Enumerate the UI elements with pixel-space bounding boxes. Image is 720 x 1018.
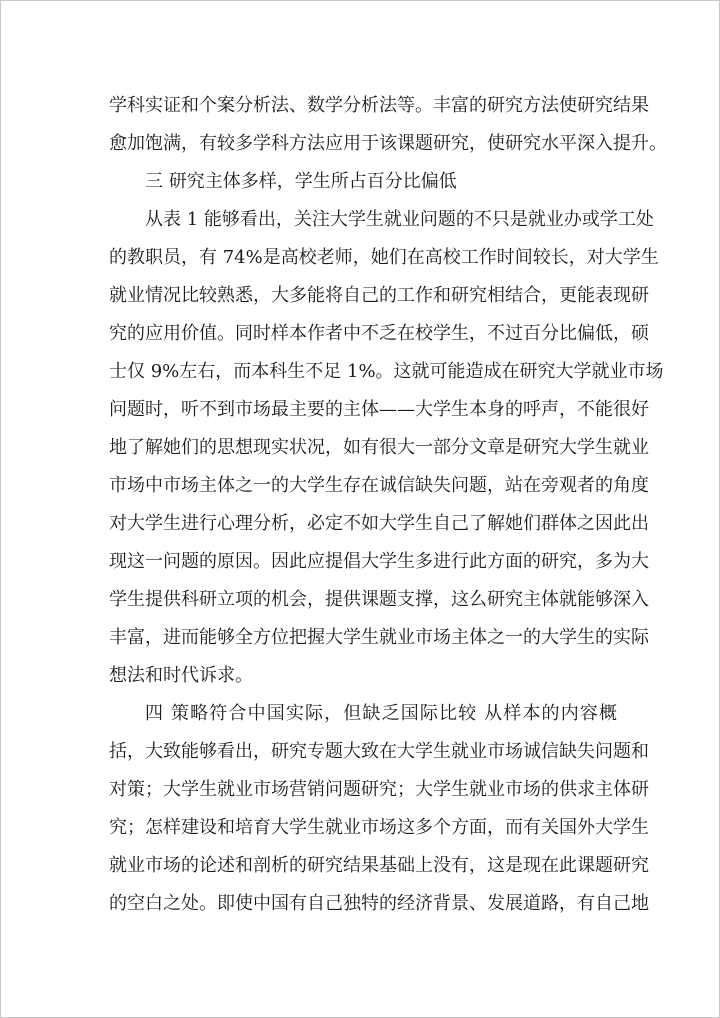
text-line: 从表 1 能够看出，关注大学生就业问题的不只是就业办或学工处 — [145, 209, 654, 230]
text-line: 学科实证和个案分析法、数学分析法等。丰富的研究方法使研究结果 — [109, 95, 649, 116]
text-line: 括，大致能够看出，研究专题大致在大学生就业市场诚信缺失问题和 — [109, 741, 649, 762]
text-line: 对策；大学生就业市场营销问题研究；大学生就业市场的供求主体研 — [109, 779, 649, 800]
section-heading-line: 四 策略符合中国实际，但缺乏国际比较 从样本的内容概 — [145, 703, 617, 724]
section-heading: 三 研究主体多样，学生所占百分比偏低 — [145, 171, 457, 192]
text-line: 就业情况比较熟悉，大多能将自己的工作和研究相结合，更能表现研 — [109, 285, 649, 306]
text-line: 的空白之处。即使中国有自己独特的经济背景、发展道路，有自己地 — [109, 893, 649, 914]
text-line: 丰富，进而能够全方位把握大学生就业市场主体之一的大学生的实际 — [109, 627, 649, 648]
text-line: 的教职员，有 74%是高校老师，她们在高校工作时间较长，对大学生 — [109, 247, 659, 268]
text-line: 愈加饱满，有较多学科方法应用于该课题研究，使研究水平深入提升。 — [109, 133, 667, 154]
document-body — [109, 87, 667, 923]
text-line: 究的应用价值。同时样本作者中不乏在校学生，不过百分比偏低，硕 — [109, 323, 649, 344]
text-line: 就业市场的论述和剖析的研究结果基础上没有，这是现在此课题研究 — [109, 855, 649, 876]
text-line: 地了解她们的思想现实状况，如有很大一部分文章是研究大学生就业 — [109, 437, 649, 458]
text-line: 士仅 9%左右，而本科生不足 1%。这就可能造成在研究大学就业市场 — [109, 361, 664, 382]
text-line: 问题时，听不到市场最主要的主体——大学生本身的呼声，不能很好 — [109, 399, 649, 420]
text-line: 想法和时代诉求。 — [109, 665, 253, 686]
text-line: 对大学生进行心理分析，必定不如大学生自己了解她们群体之因此出 — [109, 513, 649, 534]
text-line: 学生提供科研立项的机会，提供课题支撑，这么研究主体就能够深入 — [109, 589, 649, 610]
text-line: 现这一问题的原因。因此应提倡大学生多进行此方面的研究，多为大 — [109, 551, 649, 572]
text-line: 究；怎样建设和培育大学生就业市场这多个方面，而有关国外大学生 — [109, 817, 649, 838]
text-line: 市场中市场主体之一的大学生存在诚信缺失问题，站在旁观者的角度 — [109, 475, 649, 496]
